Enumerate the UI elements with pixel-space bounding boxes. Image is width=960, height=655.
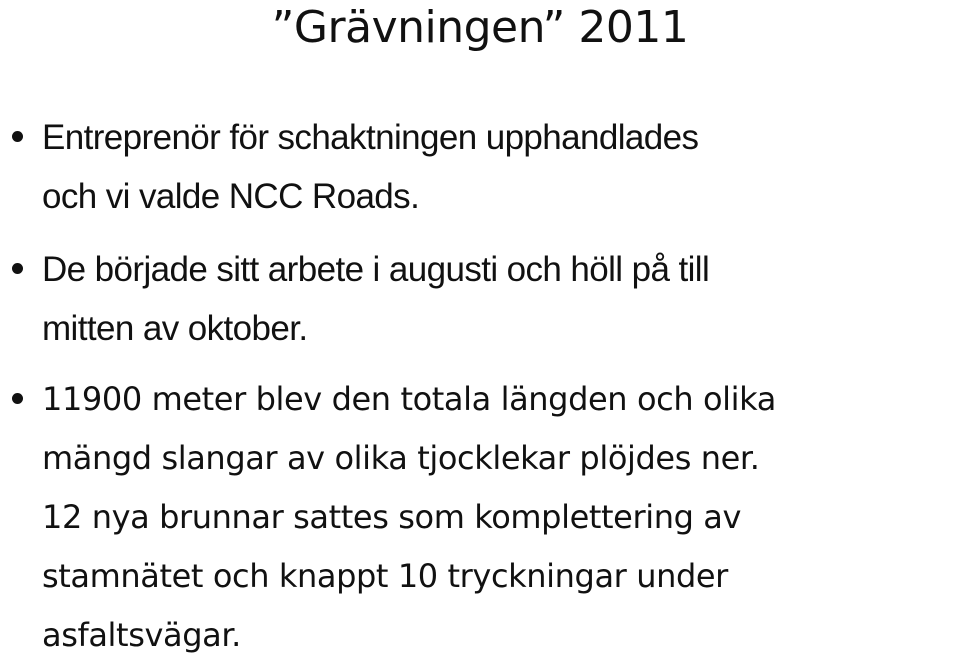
- bullet-text: De började sitt arbete i augusti och höll på till mitten av oktober.: [42, 250, 710, 348]
- bullet-text: 11900 meter blev den totala längden och olika mängd slangar av olika tjocklekar plöjdes ner. 12 nya brunnar sattes som komplettering av stamnätet och knappt 10 tryckningar under asfaltsvägar.: [42, 380, 776, 654]
- bullet-dot-icon: [12, 393, 23, 404]
- bullet-dot-icon: [12, 263, 23, 274]
- bullet-dot-icon: [12, 131, 23, 142]
- slide-title: ”Grävningen” 2011: [271, 2, 689, 53]
- bullet-text: Entreprenör för schaktningen upphandlades och vi valde NCC Roads.: [42, 118, 699, 216]
